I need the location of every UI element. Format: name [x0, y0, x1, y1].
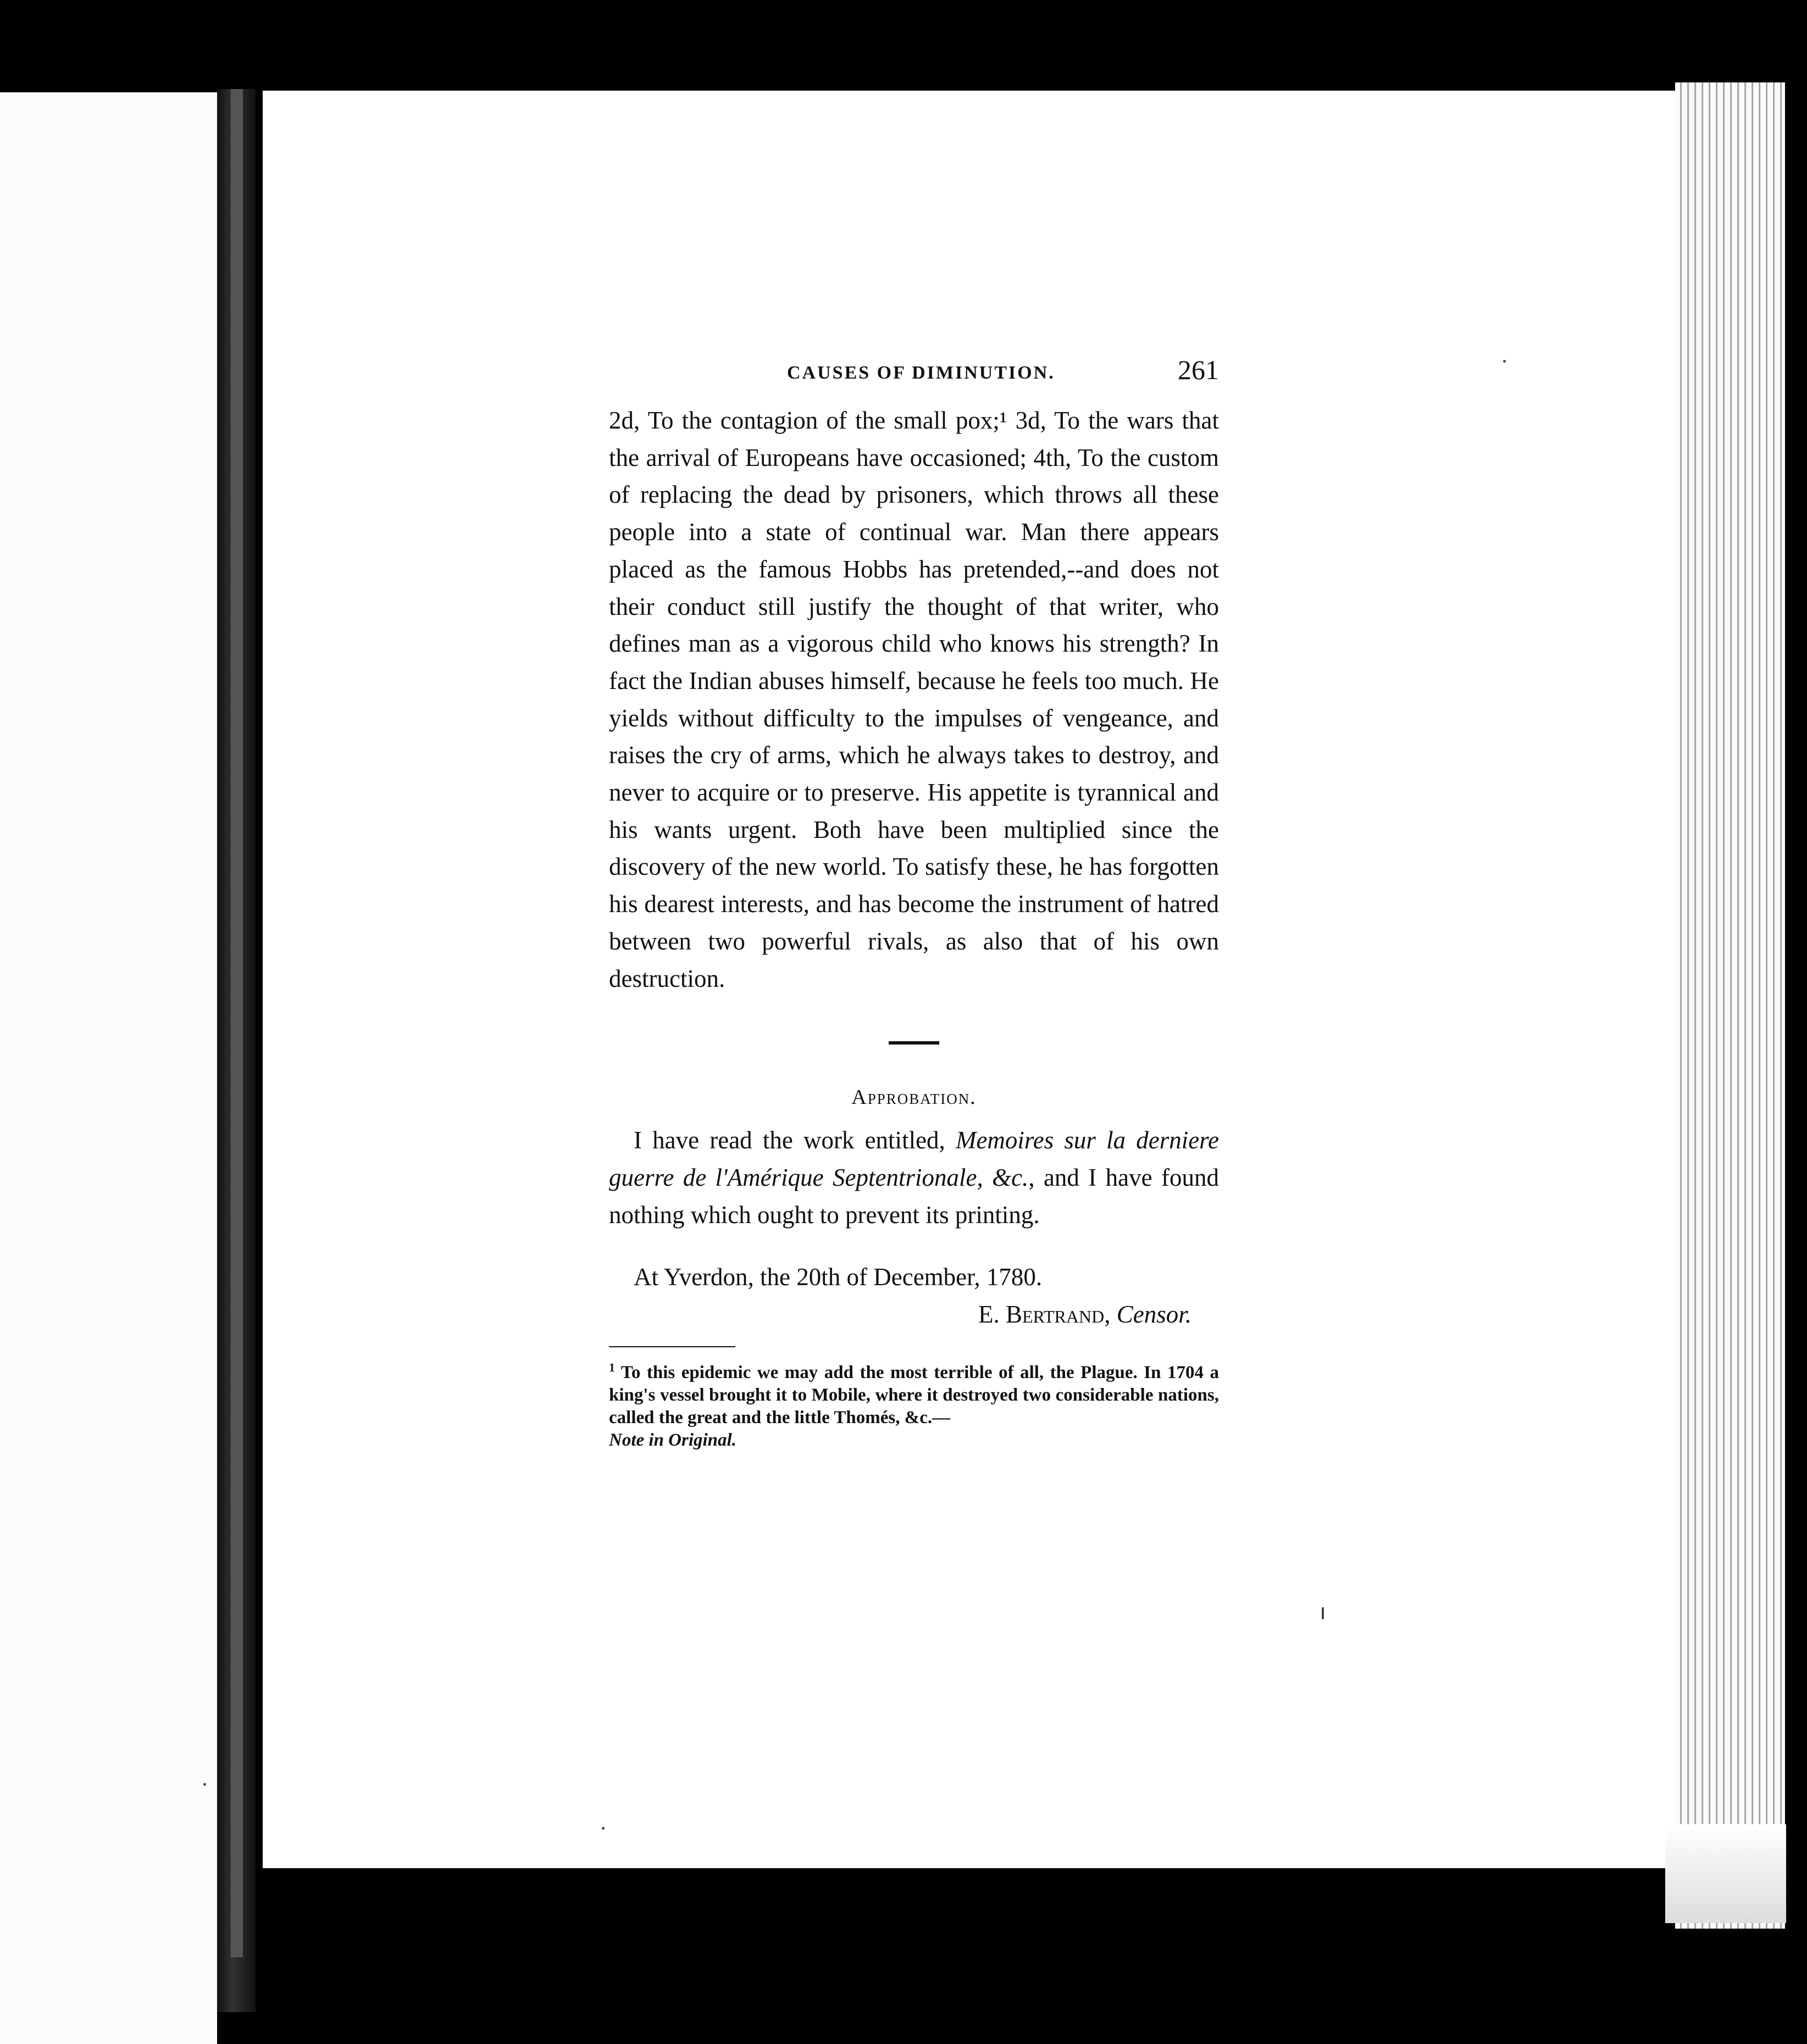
scan-speck — [602, 1827, 605, 1830]
footnote-rule — [609, 1346, 735, 1347]
approbation-text-after: , and I have found nothing which ought to prevent its printing. — [609, 1164, 1219, 1229]
scan-speck — [1322, 1607, 1324, 1619]
approbation-text — [609, 1121, 1219, 1234]
page-edges-bottom — [1665, 1824, 1786, 1923]
footnote-note-label: Note in Original. — [609, 1430, 736, 1451]
approbation-heading: Approbation. — [851, 1086, 977, 1109]
censor-signature — [609, 1296, 1219, 1333]
signatory-role: Censor. — [1116, 1301, 1191, 1329]
page-edges-stack — [1675, 82, 1785, 1929]
page-content — [609, 352, 1219, 1470]
signatory-name: E. Bertrand, — [978, 1301, 1111, 1329]
scan-speck — [1503, 360, 1506, 363]
approbation-text-before: I have read the work entitled, — [634, 1126, 956, 1154]
book-gutter-shadow — [231, 89, 243, 1957]
running-title: CAUSES OF DIMINUTION. — [787, 363, 1055, 383]
body-paragraph: 2d, To the contagion of the small pox;¹ 3d, To the wars that the arrival of Europeans have occasioned; 4th, To the custom of replacing the dead by prisoners, which throws all these people into a state of continual war. Man there appears placed as the famous Hobbs has pretended,--and does not their conduct still justify the thought of that writer, who defines man as a vigorous child who knows his strength? In fact the Indian abuses himself, because he feels too much. He yields without difficulty to the impulses of vengeance, and raises the cry of arms, which he always takes to destroy, and never to acquire or to preserve. His appetite is tyrannical and his wants urgent. Both have been multiplied since the discovery of the new world. To satisfy these, he has forgotten his dearest interests, and has become the instrument of hatred between two powerful rivals, as also that of his own destruction. — [609, 407, 1219, 992]
scan-speck — [203, 1783, 206, 1786]
running-head — [609, 352, 1219, 396]
footnote-marker: 1 — [609, 1360, 615, 1375]
left-page-edge — [0, 92, 217, 2044]
work-title: Memoires sur la derniere guerre de l'Amérique Septentrionale, &c. — [609, 1126, 1220, 1192]
page-number: 261 — [1178, 354, 1219, 385]
section-divider — [889, 1041, 939, 1045]
footnote-text: To this epidemic we may add the most terrible of all, the Plague. In 1704 a king's vessel brought it to Mobile, where it destroyed two considerable nations, called the great and the little Thomés, &c.— — [609, 1363, 1219, 1428]
approbation-place-date: At Yverdon, the 20th of December, 1780. — [634, 1263, 1043, 1291]
footnote — [609, 1356, 1219, 1452]
